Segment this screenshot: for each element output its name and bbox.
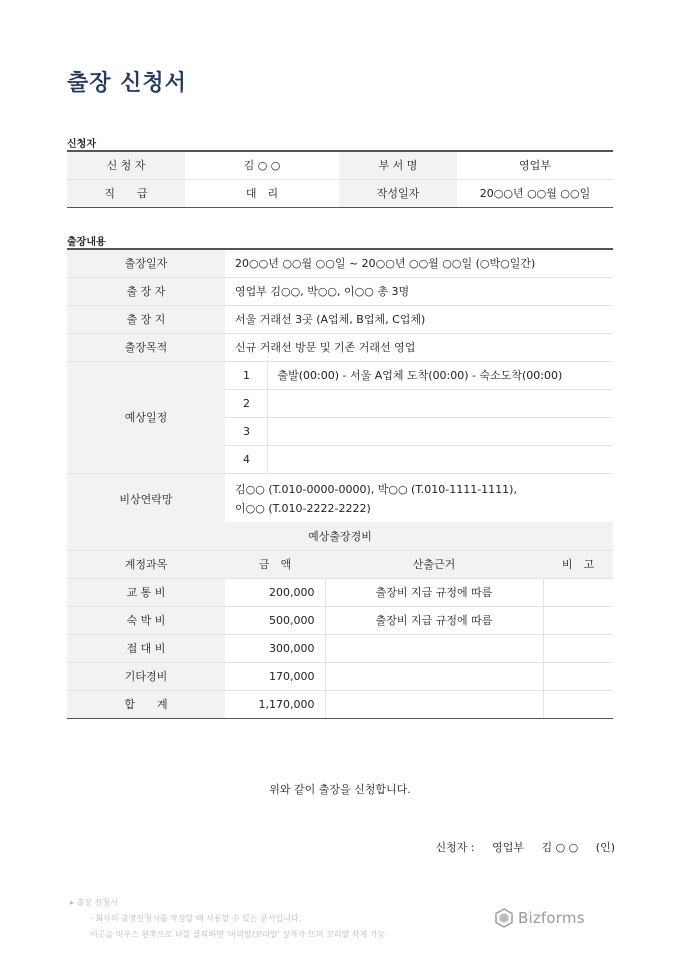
total-note	[543, 690, 613, 718]
schedule-text: 출발(00:00) - 서울 A업체 도착(00:00) - 숙소도착(00:00)	[267, 361, 613, 389]
expense-account: 접 대 비	[67, 634, 225, 662]
table-row	[67, 179, 613, 207]
signature-label: 신청자 :	[435, 841, 475, 854]
department-label: 부 서 명	[339, 151, 457, 179]
footer-note[interactable]	[70, 895, 385, 943]
expense-table	[67, 522, 613, 719]
expense-note	[543, 662, 613, 690]
schedule-label: 예상일정	[67, 361, 225, 473]
expense-note	[543, 634, 613, 662]
emergency-contact-line: 이○○ (T.010-2222-2222)	[235, 502, 371, 515]
expense-account: 숙 박 비	[67, 606, 225, 634]
applicant-label: 신 청 자	[67, 151, 185, 179]
table-row	[67, 473, 613, 525]
trip-date-value: 20○○년 ○○월 ○○일 ~ 20○○년 ○○월 ○○일 (○박○일간)	[225, 249, 613, 277]
signature-seal: (인)	[595, 841, 615, 854]
footer-title: ▸ 출장 신청서	[70, 898, 118, 907]
table-row	[67, 606, 613, 634]
pledge-statement: 위와 같이 출장을 신청합니다.	[269, 783, 411, 796]
header-amount: 금 액	[225, 550, 325, 578]
position-label: 직 급	[67, 179, 185, 207]
table-row	[67, 333, 613, 361]
expense-account: 교 통 비	[67, 578, 225, 606]
position-value: 대 리	[185, 179, 339, 207]
table-row	[67, 361, 613, 389]
schedule-number: 3	[225, 417, 267, 445]
table-row-total	[67, 690, 613, 718]
table-row	[67, 578, 613, 606]
trip-table	[67, 248, 613, 526]
expense-note	[543, 578, 613, 606]
written-date-value: 20○○년 ○○월 ○○일	[457, 179, 613, 207]
signature-line	[435, 839, 615, 855]
expense-basis: 출장비 지급 규정에 따름	[325, 606, 543, 634]
department-value: 영업부	[457, 151, 613, 179]
header-account: 계정과목	[67, 550, 225, 578]
purpose-value: 신규 거래선 방문 및 기존 거래선 영업	[225, 333, 613, 361]
emergency-contact-label: 비상연락망	[67, 473, 225, 525]
table-row	[67, 550, 613, 578]
applicant-section-label: 신청자	[67, 139, 96, 150]
table-row	[67, 634, 613, 662]
expense-account: 기타경비	[67, 662, 225, 690]
table-row	[67, 151, 613, 179]
trip-section-label: 출장내용	[67, 237, 106, 248]
header-basis: 산출근거	[325, 550, 543, 578]
expense-amount: 170,000	[225, 662, 325, 690]
footer-line: - 회사의 출장신청서를 작성할 때 사용할 수 있는 문서입니다.	[90, 914, 302, 923]
expense-basis: 출장비 지급 규정에 따름	[325, 578, 543, 606]
schedule-number: 1	[225, 361, 267, 389]
table-row	[67, 305, 613, 333]
traveler-value: 영업부 김○○, 박○○, 이○○ 총 3명	[225, 277, 613, 305]
table-row	[67, 662, 613, 690]
schedule-text	[267, 389, 613, 417]
expense-basis	[325, 662, 543, 690]
trip-date-label: 출장일자	[67, 249, 225, 277]
purpose-label: 출장목적	[67, 333, 225, 361]
expense-amount: 300,000	[225, 634, 325, 662]
header-note: 비 고	[543, 550, 613, 578]
emergency-contact-line: 김○○ (T.010-0000-0000), 박○○ (T.010-1111-1111),	[235, 483, 517, 496]
total-amount: 1,170,000	[225, 690, 325, 718]
signature-department: 영업부	[492, 841, 524, 854]
destination-label: 출 장 지	[67, 305, 225, 333]
expense-basis	[325, 634, 543, 662]
expense-amount: 500,000	[225, 606, 325, 634]
written-date-label: 작성일자	[339, 179, 457, 207]
expense-note	[543, 606, 613, 634]
logo-text: Bizforms	[518, 909, 585, 927]
expense-amount: 200,000	[225, 578, 325, 606]
applicant-table	[67, 150, 613, 208]
traveler-label: 출 장 자	[67, 277, 225, 305]
table-row	[67, 249, 613, 277]
schedule-text	[267, 417, 613, 445]
destination-value: 서울 거래선 3곳 (A업체, B업체, C업체)	[225, 305, 613, 333]
expense-title: 예상출장경비	[67, 522, 613, 550]
schedule-text	[267, 445, 613, 473]
applicant-value: 김 ○ ○	[185, 151, 339, 179]
table-row	[67, 522, 613, 550]
total-label: 합 계	[67, 690, 225, 718]
emergency-contact-value	[225, 473, 613, 525]
table-row	[67, 277, 613, 305]
signature-name: 김 ○ ○	[541, 841, 579, 854]
bizforms-logo	[494, 908, 585, 928]
document-title: 출장 신청서	[67, 71, 187, 96]
schedule-number: 2	[225, 389, 267, 417]
bizforms-logo-icon	[494, 908, 514, 928]
total-basis	[325, 690, 543, 718]
schedule-number: 4	[225, 445, 267, 473]
footer-line: 이곳을 마우스 왼쪽으로 더블 클릭하면 '머리말/꼬리말' 상자가 뜨며 꼬리말 삭제 가능	[90, 930, 386, 939]
